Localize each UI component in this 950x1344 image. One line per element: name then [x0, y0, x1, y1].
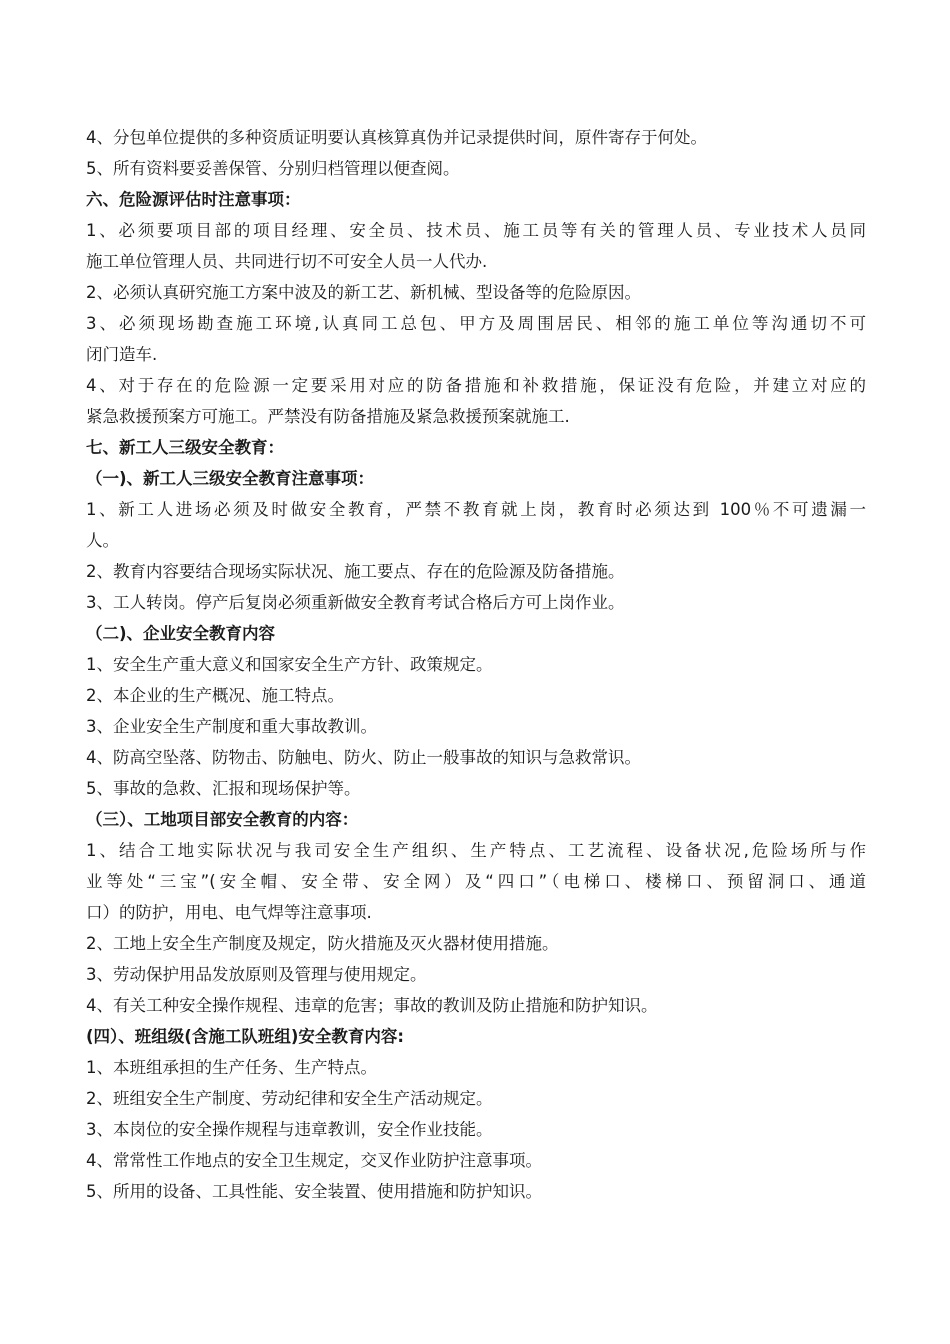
section-heading: (四）、班组级(含施工队班组)安全教育内容: [86, 1027, 404, 1046]
paragraph-line: 1、必须要项目部的项目经理、安全员、技术员、施工员等有关的管理人员、专业技术人员同 [86, 221, 866, 240]
paragraph-line: 4、常常性工作地点的安全卫生规定，交叉作业防护注意事项。 [86, 1151, 542, 1170]
paragraph-line: 业等处“三宝”(安全帽、安全带、安全网）及“四口”（电梯口、楼梯口、预留洞口、通道 [86, 872, 866, 891]
paragraph-line: 2、班组安全生产制度、劳动纪律和安全生产活动规定。 [86, 1089, 493, 1108]
paragraph-line: 1、结合工地实际状况与我司安全生产组织、生产特点、工艺流程、设备状况,危险场所与作 [86, 841, 866, 860]
paragraph-line: 3、本岗位的安全操作规程与违章教训，安全作业技能。 [86, 1120, 493, 1139]
paragraph-line: 3、劳动保护用品发放原则及管理与使用规定。 [86, 965, 427, 984]
paragraph-line: 1、本班组承担的生产任务、生产特点。 [86, 1058, 377, 1077]
paragraph-line: 2、必须认真研究施工方案中波及的新工艺、新机械、型设备等的危险原因。 [86, 283, 641, 302]
paragraph-line: 2、工地上安全生产制度及规定，防火措施及灭火器材使用措施。 [86, 934, 559, 953]
paragraph-line: 4、防高空坠落、防物击、防触电、防火、防止一般事故的知识与急救常识。 [86, 748, 641, 767]
section-heading: （三）、工地项目部安全教育的内容： [86, 810, 359, 829]
paragraph-line: 5、事故的急救、汇报和现场保护等。 [86, 779, 361, 798]
paragraph-line: 3、工人转岗。停产后复岗必须重新做安全教育考试合格后方可上岗作业。 [86, 593, 625, 612]
paragraph-line: 1、新工人进场必须及时做安全教育，严禁不教育就上岗，教育时必须达到 100％不可遗漏一 [86, 500, 866, 519]
document-page [86, 122, 866, 1207]
paragraph-line: 3、企业安全生产制度和重大事故教训。 [86, 717, 377, 736]
paragraph-line: 2、教育内容要结合现场实际状况、施工要点、存在的危险源及防备措施。 [86, 562, 625, 581]
paragraph-line: 5、所用的设备、工具性能、安全装置、使用措施和防护知识。 [86, 1182, 542, 1201]
paragraph-line: 闭门造车. [86, 345, 158, 364]
section-heading: 六、危险源评估时注意事项： [86, 190, 301, 209]
paragraph-line: 4、对于存在的危险源一定要采用对应的防备措施和补救措施，保证没有危险，并建立对应的 [86, 376, 866, 395]
paragraph-line: 人。 [86, 531, 119, 550]
paragraph-line: 2、本企业的生产概况、施工特点。 [86, 686, 344, 705]
paragraph-line: 4、分包单位提供的多种资质证明要认真核算真伪并记录提供时间，原件寄存于何处。 [86, 128, 707, 147]
paragraph-line: 4、有关工种安全操作规程、违章的危害；事故的教训及防止措施和防护知识。 [86, 996, 658, 1015]
section-heading: （一)、新工人三级安全教育注意事项： [86, 469, 375, 488]
paragraph-line: 5、所有资料要妥善保管、分别归档管理以便查阅。 [86, 159, 460, 178]
paragraph-line: 1、安全生产重大意义和国家安全生产方针、政策规定。 [86, 655, 493, 674]
paragraph-line: 3、必须现场勘查施工环境,认真同工总包、甲方及周围居民、相邻的施工单位等沟通切不可 [86, 314, 866, 333]
paragraph-line: 紧急救援预案方可施工。严禁没有防备措施及紧急救援预案就施工. [86, 407, 570, 426]
section-heading: 七、新工人三级安全教育： [86, 438, 284, 457]
section-heading: （二)、企业安全教育内容 [86, 624, 276, 643]
paragraph-line: 施工单位管理人员、共同进行切不可安全人员一人代办. [86, 252, 488, 271]
paragraph-line: 口）的防护，用电、电气焊等注意事项. [86, 903, 372, 922]
